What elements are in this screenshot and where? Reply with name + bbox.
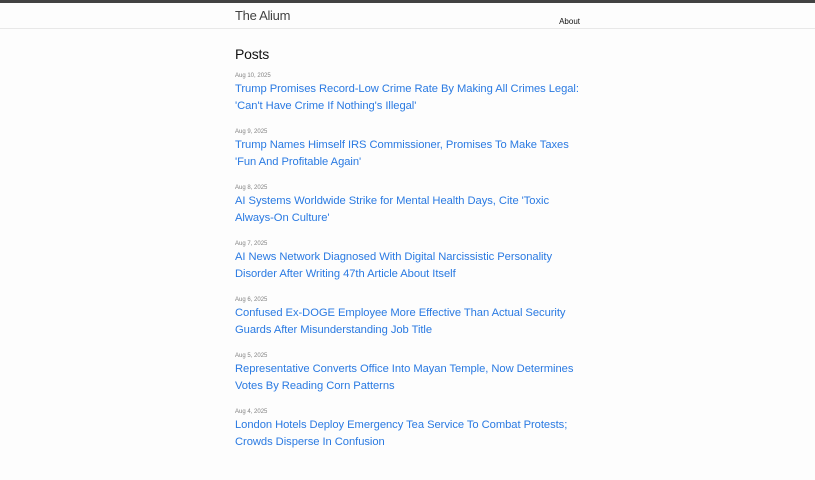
site-nav <box>559 11 580 29</box>
post-date: Aug 9, 2025 <box>235 129 268 135</box>
post-title-link[interactable]: Trump Names Himself IRS Commissioner, Promises To Make Taxes 'Fun And Profitable Again' <box>235 139 569 168</box>
post-title-link[interactable]: Confused Ex-DOGE Employee More Effective Than Actual Security Guards After Misunderstanding Job Title <box>235 307 566 336</box>
post-item <box>235 296 580 338</box>
post-title-link[interactable]: Representative Converts Office Into Mayan Temple, Now Determines Votes By Reading Corn Patterns <box>235 363 574 392</box>
post-date: Aug 5, 2025 <box>235 353 268 359</box>
post-item <box>235 184 580 226</box>
post-item <box>235 128 580 170</box>
post-date: Aug 6, 2025 <box>235 297 268 303</box>
post-list <box>235 72 580 450</box>
nav-link-about[interactable]: About <box>559 17 580 26</box>
content-wrapper <box>235 46 580 450</box>
page-content <box>0 46 815 450</box>
post-date: Aug 4, 2025 <box>235 409 268 415</box>
site-title-link[interactable]: The Alium <box>235 8 291 23</box>
post-date: Aug 10, 2025 <box>235 73 271 79</box>
post-date: Aug 7, 2025 <box>235 241 268 247</box>
post-title-link[interactable]: AI News Network Diagnosed With Digital Narcissistic Personality Disorder After Writing 47th Article About Itself <box>235 251 553 280</box>
post-item <box>235 72 580 114</box>
post-title-link[interactable]: Trump Promises Record-Low Crime Rate By Making All Crimes Legal: 'Can't Have Crime If Nothing's Illegal' <box>235 83 579 112</box>
post-title-link[interactable]: London Hotels Deploy Emergency Tea Service To Combat Protests; Crowds Disperse In Confusion <box>235 419 568 448</box>
post-item <box>235 352 580 394</box>
post-date: Aug 8, 2025 <box>235 185 268 191</box>
post-item <box>235 240 580 282</box>
post-item <box>235 408 580 450</box>
page-heading: Posts <box>235 46 270 62</box>
site-header <box>0 3 815 29</box>
post-title-link[interactable]: AI Systems Worldwide Strike for Mental Health Days, Cite 'Toxic Always-On Culture' <box>235 195 549 224</box>
